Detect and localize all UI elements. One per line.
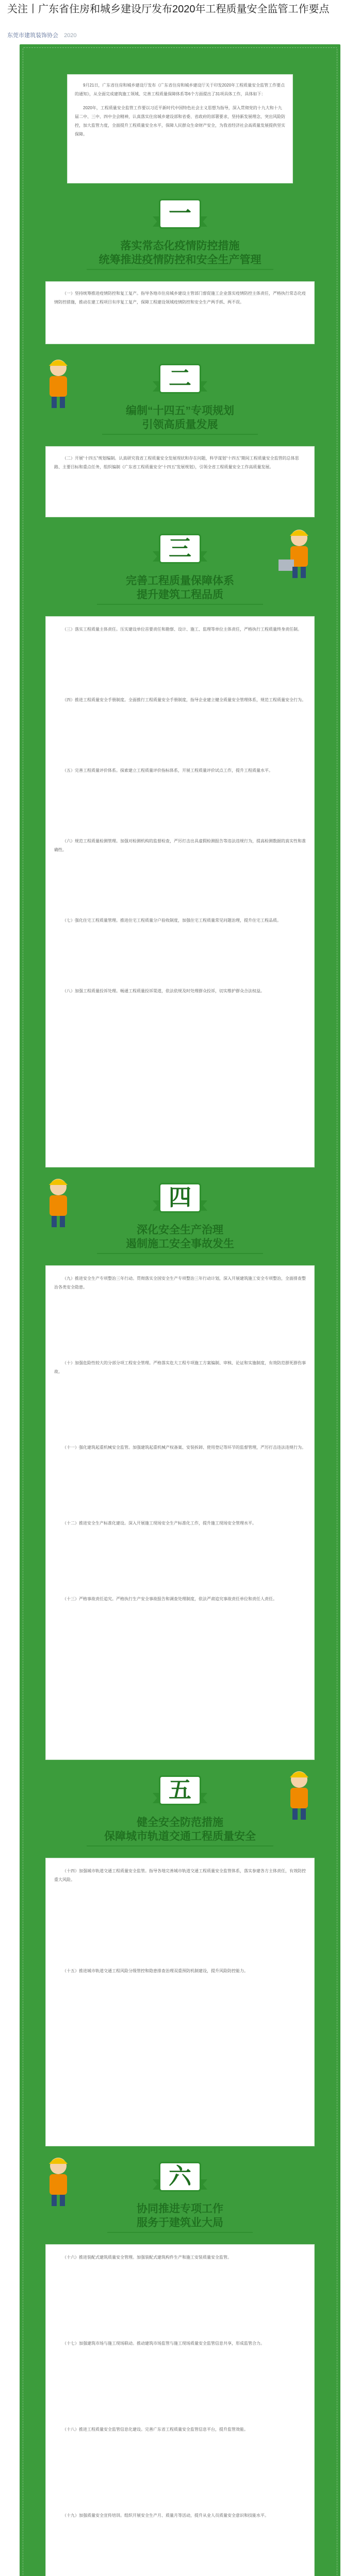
- construction-worker-illustration: [35, 1173, 81, 1229]
- section-paragraph: （一）坚持统筹推进疫情防控和复工复产。指导各地市住房城乡建设主管部门督促施工企业落实疫情防控主体责任，严格执行常态化疫情防控措施，推动在建工程项目有序复工复产，保障工程建设领域疫情防控和安全生产两手抓、两不误。: [54, 291, 306, 304]
- section-paragraph: （九）推进安全生产专项整治三年行动。贯彻落实全国安全生产专项整治三年行动计划，深入开展建筑施工安全专项整治，全面排查整治各类安全隐患。: [54, 1276, 306, 1290]
- section-card: [45, 446, 315, 517]
- section-number-badge: [156, 364, 204, 396]
- section-underline: [107, 2232, 253, 2233]
- section-paragraph: （十三）严格事故责任追究。严格执行生产安全事故报告和调查处理制度，依法严肃追究事故责任单位和责任人责任。: [62, 1597, 277, 1601]
- section-paragraph: （十六）推进装配式建筑质量安全管理。加强装配式建筑构件生产和施工安装质量安全监管。: [62, 2255, 232, 2260]
- construction-worker-illustration: [35, 2151, 81, 2208]
- section-number: 五: [169, 1777, 191, 1803]
- section-paragraph: （十九）加强质量安全宣传培训。组织开展安全生产月、质量月等活动，提升从业人员质量安全意识和技能水平。: [62, 2513, 269, 2518]
- section-title: 健全安全防范措施 保障城市轨道交通工程质量安全: [104, 1817, 256, 1842]
- section-paragraph: （十四）加强城市轨道交通工程质量安全监管。指导各地完善城市轨道交通工程质量安全监管体系，落实参建各方主体责任，有效防控重大风险。: [54, 1869, 306, 1882]
- section-title: 编制“十四五”专项规划 引领高质量发展: [126, 405, 234, 431]
- intro-paragraph: 9月21日，广东省住房和城乡建设厅发布《广东省住房和城乡建设厅关于印发2020年工程质量安全监管工作要点的通知》，从全面完成建筑施工领域、完善工程质量保障体系等6个方面提出了31项具体工作，具体如下：: [75, 83, 285, 96]
- section-card: [45, 616, 315, 1167]
- section-number: 三: [169, 535, 191, 562]
- section-number: 六: [169, 2163, 191, 2190]
- section-paragraph: （十八）推进工程质量安全监管信息化建设。完善广东省工程质量安全监管信息平台，提升监管效能。: [62, 2427, 248, 2432]
- section-paragraph: （二）开展“十四五”规划编制。认真研究我省工程质量安全发展现状和存在问题，科学谋划“十四五”期间工程质量安全监管的总体思路、主要目标和重点任务，组织编制《广东省工程质量安全“十四五”发展规划》，引领全省工程质量安全工作高质量发展。: [54, 456, 299, 469]
- section-paragraph: （三）落实工程质量主体责任。压实建设单位首要责任和勘察、设计、施工、监理等单位主体责任，严格执行工程质量终身责任制。: [62, 627, 302, 632]
- section-title: 完善工程质量保障体系 提升建筑工程品质: [126, 575, 234, 601]
- section-underline: [87, 269, 273, 270]
- section-paragraph: （十）加强危险性较大的分部分项工程安全管理。严格落实危大工程专项施工方案编制、审核、论证和实施制度，有效防范群死群伤事故。: [54, 1361, 306, 1374]
- intro-paragraph: 2020年，工程质量安全监管工作要以习近平新时代中国特色社会主义思想为指导，深入贯彻党的十九大和十九届二中、三中、四中全会精神，认真落实住房城乡建设部和省委、省政府的部署要求，坚持新发展理念，突出风险防控，加大监管力度，全面提升工程质量安全水平，保障人民群众生命财产安全，为我省经济社会高质量发展提供坚实保障。: [75, 106, 285, 137]
- section-underline: [87, 1845, 273, 1846]
- section-card: [45, 1265, 315, 1760]
- section-number-badge: [156, 2162, 204, 2194]
- section-card: [45, 281, 315, 344]
- section-number-badge: [156, 199, 204, 231]
- section-number: 四: [169, 1184, 191, 1211]
- section-number: 一: [169, 200, 191, 227]
- section-title: 协同推进专项工作 服务于建筑业大局: [137, 2203, 223, 2229]
- section-paragraph: （八）加强工程质量投诉处理。畅通工程质量投诉渠道，依法依规及时处理群众投诉，切实维护群众合法权益。: [62, 989, 265, 993]
- section-paragraph: （十五）推进城市轨道交通工程风险分级管控和隐患排查治理双重预防机制建设，提升风险防控能力。: [62, 1969, 248, 1973]
- section-paragraph: （十七）加强建筑市场与施工现场联动。推动建筑市场监管与施工现场质量安全监管信息共享，形成监管合力。: [62, 2341, 265, 2346]
- author-link[interactable]: 东莞市建筑装饰协会: [7, 32, 58, 39]
- construction-worker-illustration: [273, 523, 325, 580]
- construction-worker-illustration: [35, 353, 81, 410]
- section-underline: [102, 434, 258, 435]
- article-meta: [7, 31, 77, 39]
- section-paragraph: （五）完善工程质量评价体系。探索建立工程质量评价指标体系，开展工程质量评价试点工作，提升工程质量水平。: [62, 768, 273, 773]
- section-number-badge: [156, 1775, 204, 1807]
- section-paragraph: （十一）强化建筑起重机械安全监管。加强建筑起重机械产权备案、安装拆卸、使用登记等环节的监督管理，严厉打击违法违规行为。: [62, 1445, 306, 1450]
- construction-worker-illustration: [273, 1765, 325, 1822]
- intro-card: [67, 74, 293, 183]
- read-count: 2020: [64, 32, 77, 39]
- section-paragraph: （四）推进工程质量安全手册制度。全面推行工程质量安全手册制度，指导企业建立健全质量安全管理体系，规范工程质量安全行为。: [62, 698, 306, 702]
- section-card: [45, 1858, 315, 2146]
- section-underline: [97, 1253, 263, 1254]
- section-paragraph: （六）规范工程质量检测管理。加强对检测机构的监督检查，严厉打击出具虚假检测报告等违法违规行为，提高检测数据的真实性和准确性。: [54, 839, 306, 852]
- section-number: 二: [169, 365, 191, 392]
- content-canvas: [20, 44, 340, 2576]
- section-paragraph: （七）强化住宅工程质量管理。推进住宅工程质量分户验收制度，加强住宅工程质量常见问题治理，提升住宅工程品质。: [62, 918, 281, 923]
- section-number-badge: [156, 1183, 204, 1215]
- article-title: 关注丨广东省住房和城乡建设厅发布2020年工程质量安全监管工作要点: [7, 4, 330, 15]
- section-card: [45, 2244, 315, 2576]
- section-paragraph: （十二）推进安全生产标准化建设。深入开展施工现场安全生产标准化工作，提升施工现场安全管理水平。: [62, 1521, 256, 1526]
- section-number-badge: [156, 534, 204, 566]
- section-title: 深化安全生产治理 遏制施工安全事故发生: [126, 1224, 234, 1250]
- section-underline: [97, 604, 263, 605]
- section-title: 落实常态化疫情防控措施 统筹推进疫情防控和安全生产管理: [99, 240, 261, 266]
